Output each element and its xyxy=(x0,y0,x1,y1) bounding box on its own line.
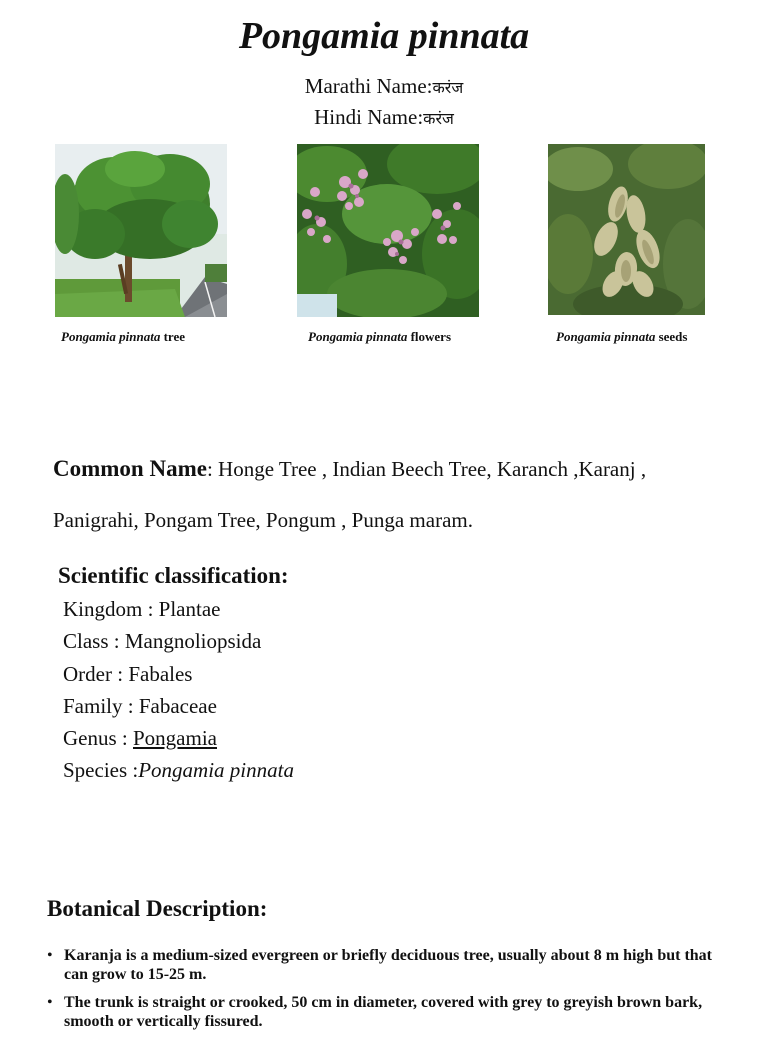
bullet-icon: • xyxy=(47,994,53,1011)
classification-heading: Scientific classification: xyxy=(58,563,289,588)
list-item xyxy=(47,946,723,984)
order-value: Fabales xyxy=(128,662,193,686)
botanical-item-text: Karanja is a medium-sized evergreen or briefly deciduous tree, usually about 8 m high but that can grow to 15-25 m. xyxy=(64,947,712,983)
botanical-list xyxy=(47,946,723,1040)
family-label: Family : xyxy=(63,694,139,718)
genus-label: Genus : xyxy=(63,726,133,750)
flowers-caption-italic: Pongamia pinnata xyxy=(308,329,408,344)
classification-species xyxy=(63,758,294,783)
genus-link[interactable]: Pongamia xyxy=(133,726,217,750)
marathi-name xyxy=(0,74,768,99)
common-name-values-1: : Honge Tree , Indian Beech Tree, Karanch ,Karanj , xyxy=(206,457,647,481)
common-name-line-1 xyxy=(53,456,743,482)
marathi-name-value: करंज xyxy=(432,78,464,97)
classification-order xyxy=(63,662,192,687)
class-value: Mangnoliopsida xyxy=(124,629,262,653)
tree-caption xyxy=(61,329,185,345)
hindi-name-value: करंज xyxy=(423,109,454,128)
class-label: Class : xyxy=(63,629,125,653)
common-name-label: Common Name xyxy=(53,456,207,481)
seeds-caption-italic: Pongamia pinnata xyxy=(556,329,656,344)
bullet-icon: • xyxy=(47,947,53,964)
hindi-name xyxy=(0,105,768,130)
tree-caption-rest: tree xyxy=(160,329,185,344)
botanical-heading: Botanical Description: xyxy=(47,896,268,921)
tree-photo xyxy=(55,144,227,317)
common-name-line-2: Panigrahi, Pongam Tree, Pongum , Punga maram. xyxy=(53,508,473,532)
kingdom-value: Plantae xyxy=(158,597,221,621)
list-item xyxy=(47,993,723,1031)
seeds-photo xyxy=(548,144,705,315)
flowers-caption-rest: flowers xyxy=(407,329,452,344)
classification-class xyxy=(63,629,261,654)
tree-caption-italic: Pongamia pinnata xyxy=(61,329,161,344)
hindi-name-label: Hindi Name: xyxy=(314,105,424,129)
classification-kingdom xyxy=(63,597,220,622)
seeds-caption xyxy=(556,329,687,345)
marathi-name-label: Marathi Name: xyxy=(304,74,433,98)
page-title: Pongamia pinnata xyxy=(238,15,530,57)
species-label: Species : xyxy=(63,758,139,782)
kingdom-label: Kingdom : xyxy=(63,597,159,621)
species-value: Pongamia pinnata xyxy=(138,758,294,782)
classification-family xyxy=(63,694,217,719)
flowers-photo xyxy=(297,144,479,317)
seeds-caption-rest: seeds xyxy=(655,329,688,344)
family-value: Fabaceae xyxy=(138,694,217,718)
order-label: Order : xyxy=(63,662,129,686)
botanical-item-text: The trunk is straight or crooked, 50 cm in diameter, covered with grey to greyish brown bark, smooth or vertically fissured. xyxy=(64,994,703,1030)
classification-genus xyxy=(63,726,217,751)
flowers-caption xyxy=(308,329,451,345)
